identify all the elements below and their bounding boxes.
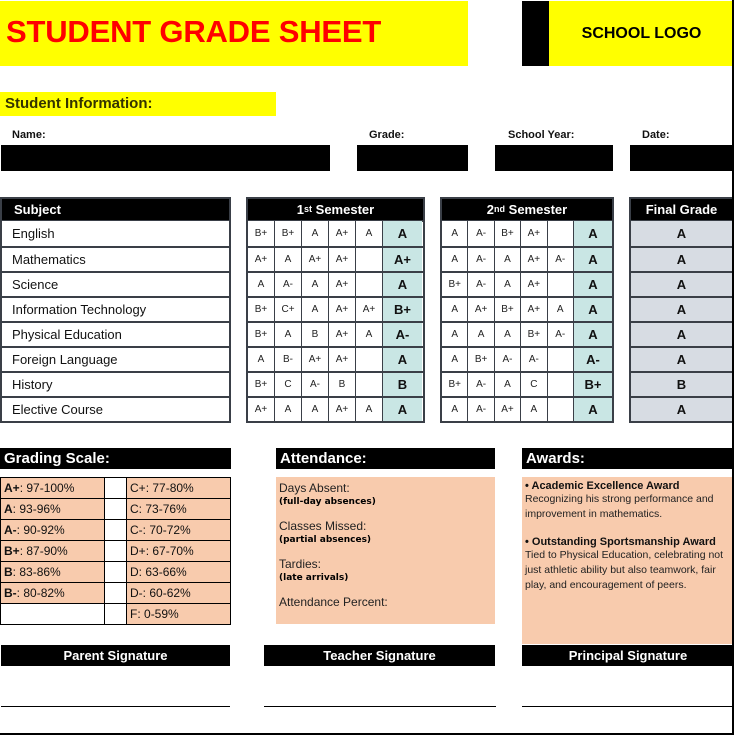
grade-cell[interactable]: A+ bbox=[495, 398, 521, 421]
award-title: • Academic Excellence Award bbox=[525, 480, 680, 492]
grade-cell[interactable]: A+ bbox=[329, 323, 356, 346]
grade-cell[interactable]: A+ bbox=[248, 248, 275, 271]
attendance-panel bbox=[276, 477, 495, 624]
semester1-header bbox=[246, 197, 425, 222]
grade-cell[interactable]: A- bbox=[521, 348, 547, 371]
scale-range: 97-100% bbox=[26, 481, 75, 495]
grade-cell[interactable]: A+ bbox=[302, 348, 329, 371]
school-year-field[interactable] bbox=[495, 145, 613, 171]
parent-signature-line[interactable] bbox=[1, 706, 230, 707]
scale-grade: D- bbox=[130, 586, 143, 600]
school-logo-label: SCHOOL LOGO bbox=[581, 24, 702, 42]
grading-scale-row bbox=[1, 604, 231, 625]
grade-cell[interactable] bbox=[548, 273, 574, 296]
semester2-label: Semester bbox=[508, 202, 568, 217]
grade-cell[interactable]: A+ bbox=[329, 348, 356, 371]
semester1-row bbox=[248, 271, 423, 296]
semester2-row bbox=[442, 321, 612, 346]
final-grade-cell: A bbox=[631, 246, 732, 271]
scale-range: 70-72% bbox=[149, 523, 191, 537]
subject-header-label: Subject bbox=[14, 202, 61, 217]
scale-range: 93-96% bbox=[19, 502, 61, 516]
grade-cell[interactable]: A bbox=[468, 323, 494, 346]
grade-cell[interactable]: A+ bbox=[356, 298, 383, 321]
semester1-row bbox=[248, 371, 423, 396]
scale-spacer bbox=[105, 604, 127, 625]
semester2-row bbox=[442, 221, 612, 246]
grade-cell[interactable]: A bbox=[248, 273, 275, 296]
attendance-item bbox=[279, 519, 492, 545]
grade-cell[interactable] bbox=[356, 248, 383, 271]
final-grade-header-label: Final Grade bbox=[645, 202, 718, 217]
grade-cell[interactable]: A- bbox=[495, 348, 521, 371]
semester-average-cell: A bbox=[574, 273, 612, 296]
scale-range: 80-82% bbox=[23, 586, 65, 600]
grade-cell[interactable]: A bbox=[495, 323, 521, 346]
grade-cell[interactable]: B bbox=[329, 373, 356, 396]
grade-cell[interactable]: A bbox=[356, 221, 383, 246]
semester1-number: 1 bbox=[296, 202, 305, 217]
grading-scale-row bbox=[1, 478, 231, 499]
grade-cell[interactable]: A bbox=[495, 373, 521, 396]
award-title: • Outstanding Sportsmanship Award bbox=[525, 536, 716, 548]
scale-entry: D: 63-66% bbox=[127, 562, 231, 583]
subject-column bbox=[0, 221, 231, 423]
final-grade-cell: B bbox=[631, 371, 732, 396]
semester1-row bbox=[248, 396, 423, 421]
scale-spacer bbox=[105, 583, 127, 604]
grade-cell[interactable]: A bbox=[442, 221, 468, 246]
semester1-row bbox=[248, 321, 423, 346]
semester2-header bbox=[440, 197, 614, 222]
grade-cell[interactable]: A+ bbox=[329, 248, 356, 271]
semester2-row bbox=[442, 296, 612, 321]
grade-cell[interactable]: A bbox=[495, 248, 521, 271]
grading-scale-heading bbox=[0, 448, 231, 469]
grade-cell[interactable]: A bbox=[442, 298, 468, 321]
scale-entry: A: 93-96% bbox=[1, 499, 105, 520]
scale-spacer bbox=[105, 562, 127, 583]
semester1-row bbox=[248, 246, 423, 271]
award-item bbox=[525, 536, 731, 593]
grade-cell[interactable]: A bbox=[442, 348, 468, 371]
semester2-row bbox=[442, 246, 612, 271]
grade-cell[interactable]: A+ bbox=[521, 298, 547, 321]
grade-cell[interactable]: B+ bbox=[521, 323, 547, 346]
grade-cell[interactable] bbox=[548, 373, 574, 396]
scale-spacer bbox=[105, 541, 127, 562]
grade-cell[interactable]: A+ bbox=[329, 298, 356, 321]
award-item bbox=[525, 480, 731, 522]
grade-cell[interactable]: A- bbox=[548, 323, 574, 346]
attendance-sublabel: (late arrivals) bbox=[279, 573, 349, 583]
semester1-suffix: st bbox=[304, 203, 313, 214]
scale-range: 77-80% bbox=[152, 481, 194, 495]
grade-cell[interactable]: A- bbox=[468, 373, 494, 396]
teacher-signature-label: Teacher Signature bbox=[323, 648, 436, 663]
scale-entry: B+: 87-90% bbox=[1, 541, 105, 562]
scale-grade: D+ bbox=[130, 544, 146, 558]
school-logo-placeholder bbox=[549, 1, 734, 66]
parent-signature-header bbox=[1, 645, 230, 666]
final-grade-cell: A bbox=[631, 396, 732, 421]
grade-cell[interactable]: B+ bbox=[495, 298, 521, 321]
scale-range: 60-62% bbox=[149, 586, 191, 600]
attendance-item bbox=[279, 557, 492, 583]
grade-cell[interactable]: A bbox=[275, 323, 302, 346]
grade-cell[interactable] bbox=[548, 348, 574, 371]
scale-range: 87-90% bbox=[26, 544, 68, 558]
scale-range: 67-70% bbox=[152, 544, 194, 558]
final-grade-header bbox=[629, 197, 734, 222]
subject-name: Foreign Language bbox=[2, 346, 229, 371]
semester-average-cell: B+ bbox=[574, 373, 612, 396]
grade-cell[interactable]: A bbox=[302, 221, 329, 246]
grade-cell[interactable]: A- bbox=[468, 398, 494, 421]
grade-cell[interactable] bbox=[548, 398, 574, 421]
awards-panel bbox=[522, 477, 734, 644]
scale-spacer bbox=[105, 478, 127, 499]
semester-average-cell: A- bbox=[383, 323, 422, 346]
scale-grade: B+ bbox=[4, 544, 20, 558]
scale-entry: B: 83-86% bbox=[1, 562, 105, 583]
final-grade-column bbox=[629, 221, 734, 423]
grading-scale-row bbox=[1, 541, 231, 562]
grade-cell[interactable]: B- bbox=[275, 348, 302, 371]
semester-average-cell: B bbox=[383, 373, 422, 396]
subject-name: Science bbox=[2, 271, 229, 296]
grade-cell[interactable]: A+ bbox=[468, 298, 494, 321]
scale-entry: A-: 90-92% bbox=[1, 520, 105, 541]
scale-range: 63-66% bbox=[145, 565, 187, 579]
name-field[interactable] bbox=[1, 145, 330, 171]
scale-grade: A+ bbox=[4, 481, 20, 495]
date-label: Date: bbox=[642, 129, 670, 141]
grade-label: Grade: bbox=[369, 129, 405, 141]
semester2-grid bbox=[440, 221, 614, 423]
grade-cell[interactable] bbox=[356, 373, 383, 396]
attendance-heading bbox=[276, 448, 495, 469]
final-grade-cell: A bbox=[631, 221, 732, 246]
semester-average-cell: A bbox=[383, 273, 422, 296]
grade-cell[interactable]: A+ bbox=[248, 398, 275, 421]
grading-scale-row bbox=[1, 583, 231, 604]
grade-cell[interactable] bbox=[356, 273, 383, 296]
semester2-number: 2 bbox=[486, 202, 495, 217]
grade-cell[interactable]: B+ bbox=[248, 298, 275, 321]
grade-cell[interactable]: B+ bbox=[495, 221, 521, 246]
grade-cell[interactable]: C bbox=[275, 373, 302, 396]
grade-cell[interactable] bbox=[356, 348, 383, 371]
subject-name: Mathematics bbox=[2, 246, 229, 271]
school-year-label: School Year: bbox=[508, 129, 575, 141]
grade-cell[interactable]: A bbox=[548, 298, 574, 321]
final-grade-cell: A bbox=[631, 346, 732, 371]
semester-average-cell: A+ bbox=[383, 248, 422, 271]
semester-average-cell: A bbox=[383, 348, 422, 371]
grade-cell[interactable]: A+ bbox=[329, 221, 356, 246]
scale-entry: F: 0-59% bbox=[127, 604, 231, 625]
subject-name: Elective Course bbox=[2, 396, 229, 421]
date-field[interactable] bbox=[630, 145, 734, 171]
semester1-row bbox=[248, 221, 423, 246]
grade-cell[interactable]: A bbox=[302, 398, 329, 421]
attendance-item bbox=[279, 481, 492, 507]
principal-signature-label: Principal Signature bbox=[568, 648, 688, 663]
attendance-item bbox=[279, 595, 492, 609]
scale-grade: B- bbox=[4, 586, 17, 600]
grade-cell[interactable]: A bbox=[442, 398, 468, 421]
grade-field[interactable] bbox=[357, 145, 468, 171]
grade-cell[interactable]: A bbox=[275, 398, 302, 421]
semester2-row bbox=[442, 371, 612, 396]
semester-average-cell: A bbox=[574, 323, 612, 346]
grade-cell[interactable]: A bbox=[442, 323, 468, 346]
grade-cell[interactable]: A+ bbox=[302, 248, 329, 271]
grading-scale-row bbox=[1, 562, 231, 583]
grade-cell[interactable]: A+ bbox=[329, 398, 356, 421]
scale-entry: C+: 77-80% bbox=[127, 478, 231, 499]
awards-heading bbox=[522, 448, 734, 469]
scale-entry: D+: 67-70% bbox=[127, 541, 231, 562]
scale-grade: C- bbox=[130, 523, 143, 537]
grade-cell[interactable]: A+ bbox=[521, 273, 547, 296]
scale-entry: C: 73-76% bbox=[127, 499, 231, 520]
teacher-signature-line[interactable] bbox=[264, 706, 496, 707]
semester-average-cell: A bbox=[574, 298, 612, 321]
final-grade-cell: A bbox=[631, 321, 732, 346]
semester1-row bbox=[248, 346, 423, 371]
semester1-grid bbox=[246, 221, 425, 423]
semester-average-cell: A bbox=[383, 221, 422, 246]
scale-grade: C+ bbox=[130, 481, 146, 495]
grade-cell[interactable]: B+ bbox=[442, 273, 468, 296]
principal-signature-header bbox=[522, 645, 734, 666]
grade-cell[interactable]: B+ bbox=[248, 323, 275, 346]
scale-entry: A+: 97-100% bbox=[1, 478, 105, 499]
grade-cell[interactable]: A bbox=[248, 348, 275, 371]
scale-entry: B-: 80-82% bbox=[1, 583, 105, 604]
scale-entry bbox=[1, 604, 105, 625]
grade-cell[interactable]: A bbox=[356, 323, 383, 346]
grading-scale-row bbox=[1, 520, 231, 541]
scale-spacer bbox=[105, 499, 127, 520]
final-grade-cell: A bbox=[631, 271, 732, 296]
grade-cell[interactable]: A- bbox=[275, 273, 302, 296]
page-title: STUDENT GRADE SHEET bbox=[6, 14, 382, 49]
student-info-heading: Student Information: bbox=[5, 95, 153, 112]
attendance-label: Attendance Percent: bbox=[279, 595, 388, 609]
attendance-sublabel: (partial absences) bbox=[279, 535, 372, 545]
grading-scale-heading-text: Grading Scale: bbox=[4, 450, 110, 467]
semester2-suffix: nd bbox=[494, 203, 506, 214]
grade-cell[interactable]: B+ bbox=[248, 373, 275, 396]
grade-cell[interactable]: A bbox=[302, 298, 329, 321]
grade-cell[interactable]: A- bbox=[548, 248, 574, 271]
teacher-signature-header bbox=[264, 645, 495, 666]
grade-cell[interactable]: A bbox=[521, 398, 547, 421]
grade-cell[interactable]: A bbox=[442, 248, 468, 271]
grade-cell[interactable]: C bbox=[521, 373, 547, 396]
scale-range: 73-76% bbox=[145, 502, 187, 516]
scale-entry: C-: 70-72% bbox=[127, 520, 231, 541]
grade-cell[interactable]: A bbox=[495, 273, 521, 296]
grade-cell[interactable]: B+ bbox=[468, 348, 494, 371]
grade-cell[interactable]: A+ bbox=[329, 273, 356, 296]
scale-range: 83-86% bbox=[19, 565, 61, 579]
scale-spacer bbox=[105, 520, 127, 541]
name-label: Name: bbox=[12, 129, 46, 141]
grade-cell[interactable] bbox=[548, 221, 574, 246]
attendance-heading-text: Attendance: bbox=[280, 450, 367, 467]
semester2-row bbox=[442, 396, 612, 421]
logo-divider bbox=[522, 1, 549, 66]
grade-cell[interactable]: A- bbox=[302, 373, 329, 396]
attendance-label: Classes Missed: bbox=[279, 519, 367, 533]
grade-cell[interactable]: B+ bbox=[248, 221, 275, 246]
semester-average-cell: A bbox=[383, 398, 422, 421]
award-description: Tied to Physical Education, celebrating not just athletic ability but also teamwork, fair play, and encouragement of peers. bbox=[525, 549, 724, 591]
scale-grade: A bbox=[4, 502, 13, 516]
grade-cell[interactable]: A bbox=[275, 248, 302, 271]
scale-grade: F bbox=[130, 607, 138, 621]
semester-average-cell: A bbox=[574, 398, 612, 421]
scale-range: 0-59% bbox=[144, 607, 179, 621]
grading-scale-table bbox=[0, 477, 231, 625]
grade-cell[interactable]: A+ bbox=[521, 248, 547, 271]
scale-range: 90-92% bbox=[23, 523, 65, 537]
subject-name: English bbox=[2, 221, 229, 246]
scale-grade: D bbox=[130, 565, 139, 579]
semester-average-cell: A- bbox=[574, 348, 612, 371]
grade-cell[interactable]: B bbox=[302, 323, 329, 346]
parent-signature-label: Parent Signature bbox=[63, 648, 168, 663]
awards-heading-text: Awards: bbox=[526, 450, 585, 467]
grade-cell[interactable]: A bbox=[302, 273, 329, 296]
subject-name: Information Technology bbox=[2, 296, 229, 321]
scale-grade: B bbox=[4, 565, 13, 579]
grade-cell[interactable]: A bbox=[356, 398, 383, 421]
grading-scale-row bbox=[1, 499, 231, 520]
attendance-label: Days Absent: bbox=[279, 481, 350, 495]
subject-header bbox=[0, 197, 231, 222]
subject-name: Physical Education bbox=[2, 321, 229, 346]
attendance-label: Tardies: bbox=[279, 557, 322, 571]
subject-name: History bbox=[2, 371, 229, 396]
final-grade-cell: A bbox=[631, 296, 732, 321]
grade-cell[interactable]: A- bbox=[468, 248, 494, 271]
principal-signature-line[interactable] bbox=[522, 706, 734, 707]
attendance-sublabel: (full-day absences) bbox=[279, 497, 376, 507]
semester1-row bbox=[248, 296, 423, 321]
award-description: Recognizing his strong performance and improvement in mathematics. bbox=[525, 493, 714, 520]
scale-grade: C bbox=[130, 502, 139, 516]
scale-grade: A- bbox=[4, 523, 17, 537]
semester-average-cell: B+ bbox=[383, 298, 422, 321]
semester2-row bbox=[442, 271, 612, 296]
grade-cell[interactable]: B+ bbox=[275, 221, 302, 246]
semester1-label: Semester bbox=[315, 202, 375, 217]
grade-cell[interactable]: A- bbox=[468, 221, 494, 246]
grade-cell[interactable]: A+ bbox=[521, 221, 547, 246]
semester-average-cell: A bbox=[574, 248, 612, 271]
grade-cell[interactable]: C+ bbox=[275, 298, 302, 321]
semester2-row bbox=[442, 346, 612, 371]
grade-cell[interactable]: B+ bbox=[442, 373, 468, 396]
grade-cell[interactable]: A- bbox=[468, 273, 494, 296]
scale-entry: D-: 60-62% bbox=[127, 583, 231, 604]
semester-average-cell: A bbox=[574, 221, 612, 246]
